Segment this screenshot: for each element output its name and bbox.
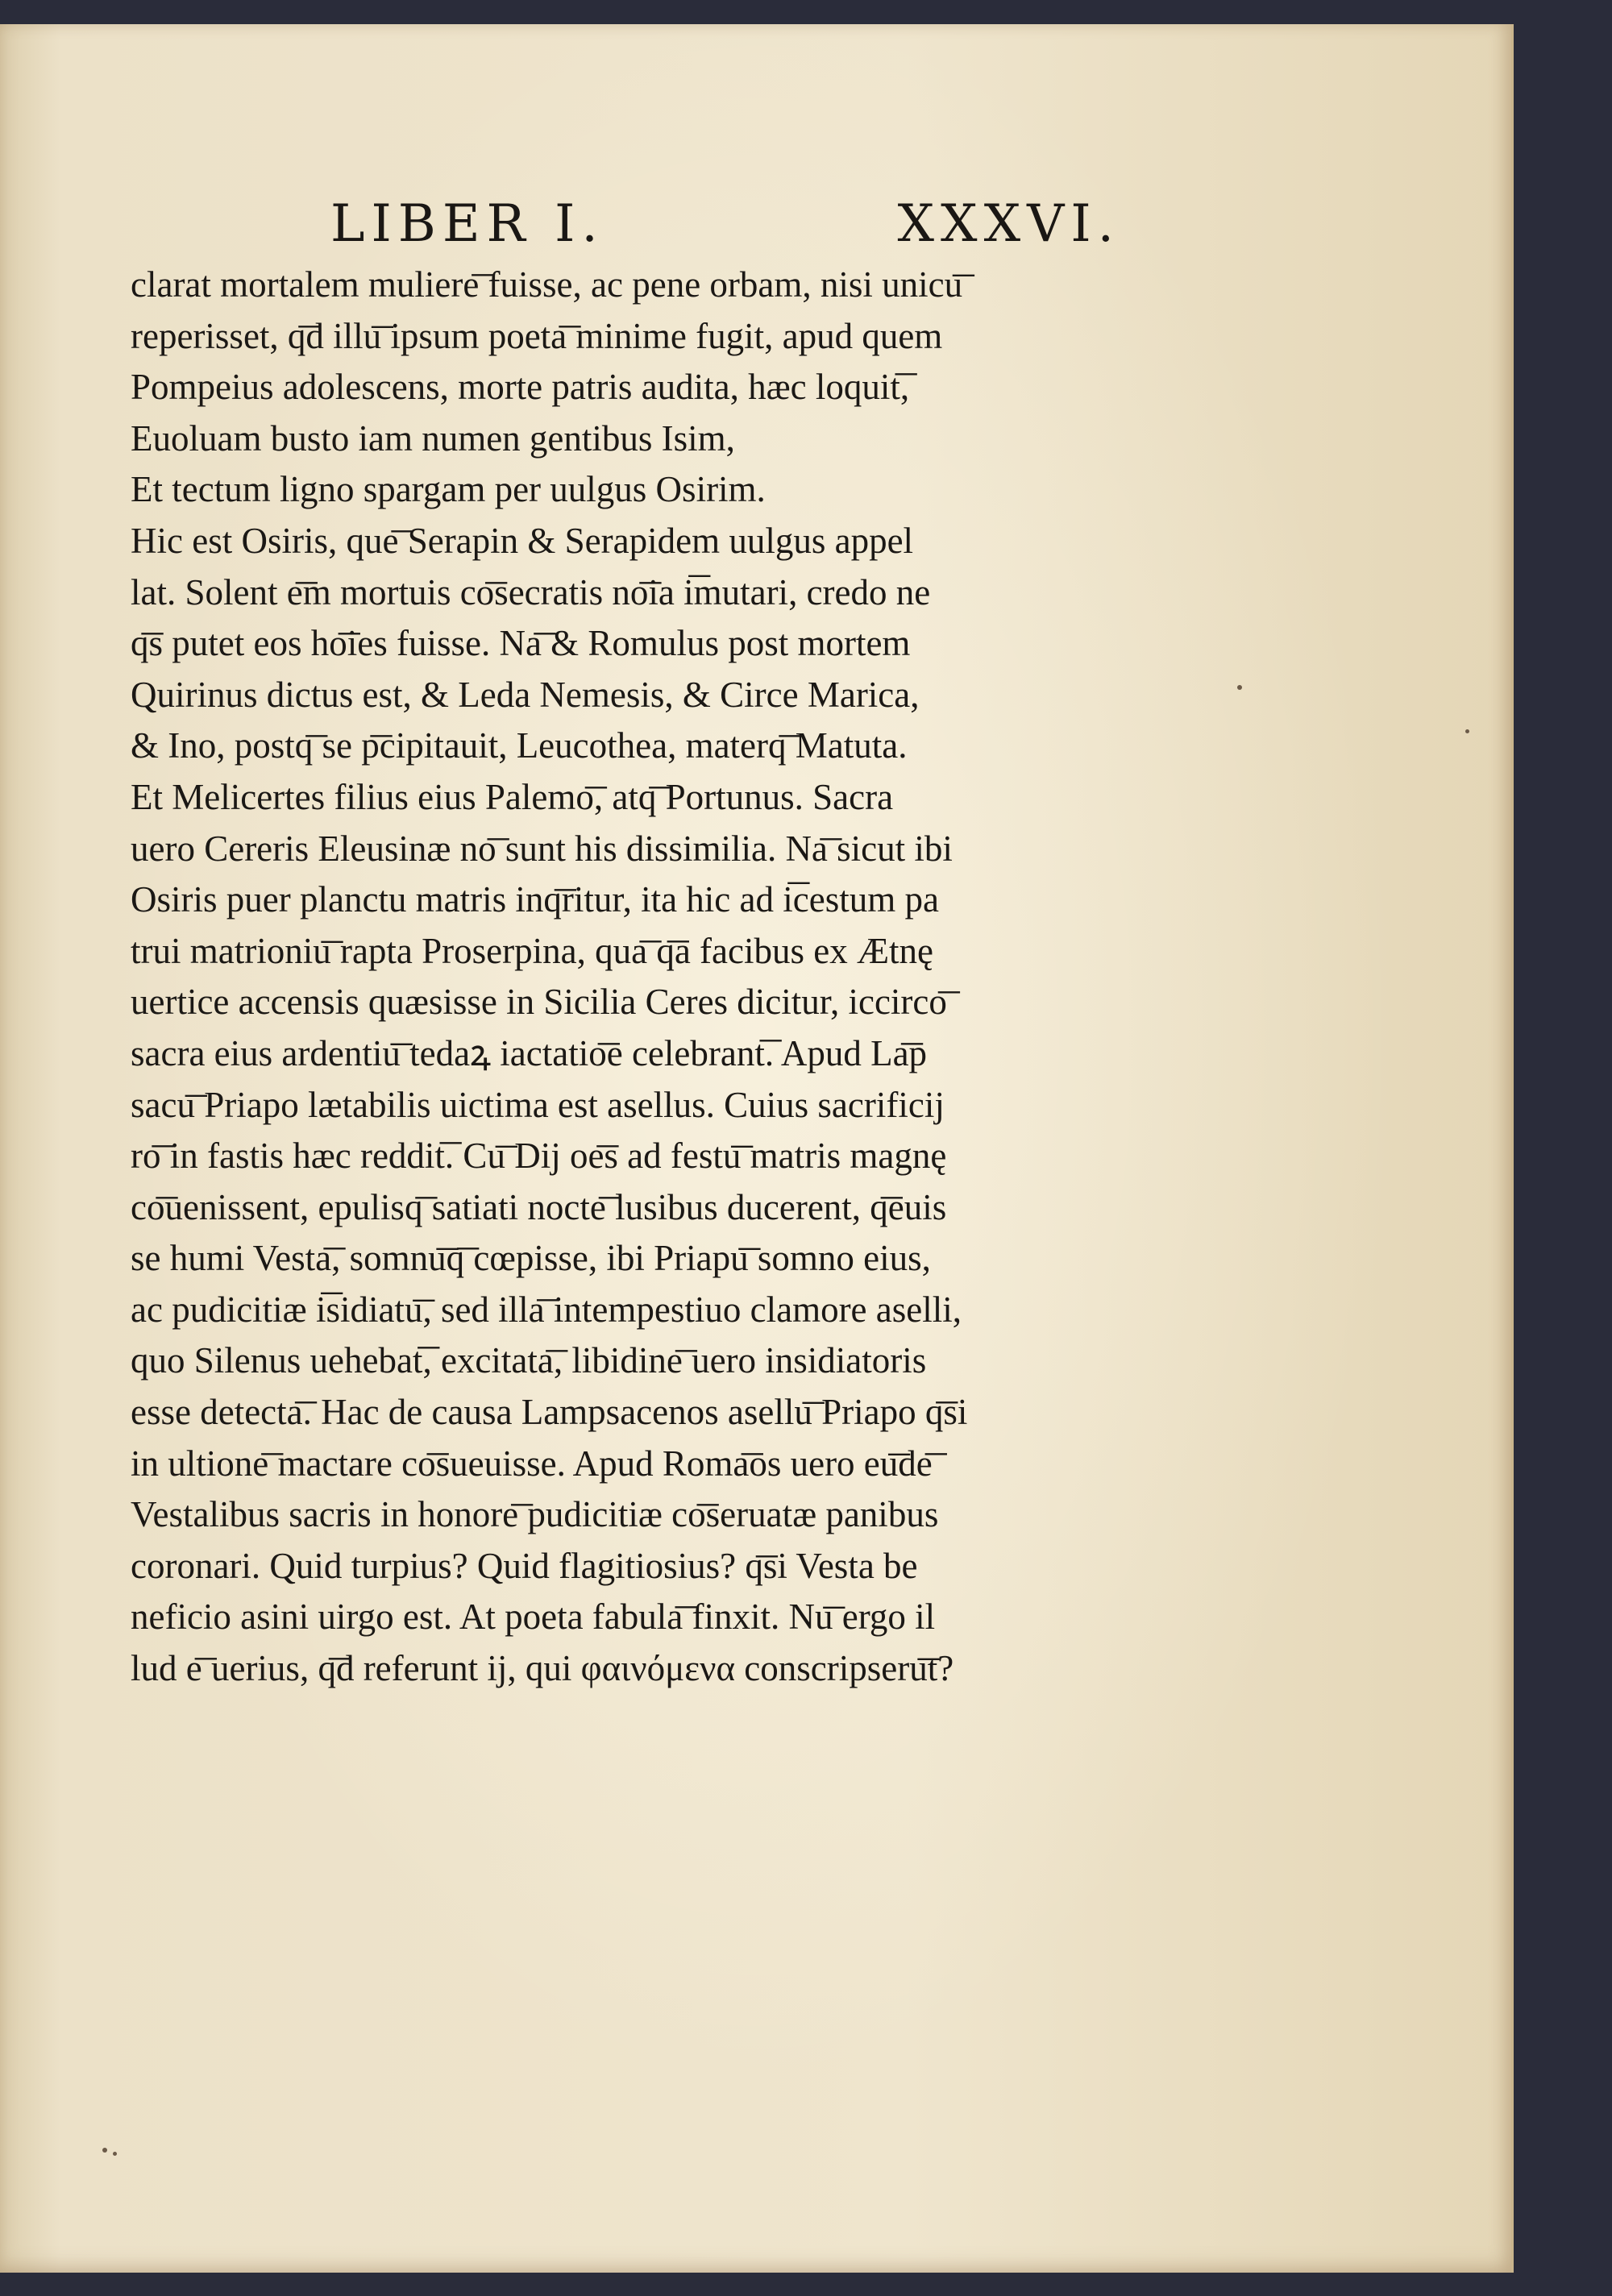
text-line: neficio asini uirgo est. At poeta fabula͞ finxit. Nu͞ ergo il [131,1596,936,1638]
text-line: co͞uenissent, epulisq͞ satiati nocte͞ lusibus ducerent, q͞euis [131,1186,947,1227]
text-line: lud e͞ uerius, q͞d referunt ij, qui φαινόμενα conscripseru͞t? [131,1648,954,1689]
text-line: lat. Solent e͞m mortuis co͞secratis no͞ia i͞mutari, credo ne [131,571,931,612]
text-line: uero Cereris Eleusinæ no͞ sunt his dissimilia. Na͞ sicut ibi [131,828,953,869]
text-line: sacra eius ardentiu͞ tedaꝝ iactatio͞e celebrant͞. Apud La͞p [131,1032,928,1073]
text-line: Vestalibus sacris in honore͞ pudicitiæ co͞seruatæ panibus [131,1494,939,1535]
text-line: Pompeius adolescens, morte patris audita, hæc loquit͞, [131,367,910,408]
running-head [330,192,1120,256]
text-line: & Ino, postq͞ se p͞cipitauit, Leucothea, materq͞ Matuta. [131,725,908,766]
text-line: Et tectum ligno spargam per uulgus Osirim. [131,469,766,510]
folio-number: XXXVI. [897,194,1120,254]
text-line: reperisset, q͞d illu͞ ipsum poeta͞ minime fugit, apud quem [131,315,943,356]
text-line: se humi Vesta͞, somnu͞q͞ cœpisse, ibi Priapu͞ somno eius, [131,1238,931,1279]
ink-speck [113,2152,117,2156]
text-line: Hic est Osiris, que͞ Serapin & Serapidem uulgus appel [131,520,914,561]
text-line: q͞s putet eos ho͞ies fuisse. Na͞ & Romulus post mortem [131,623,911,664]
text-line: uertice accensis quæsisse in Sicilia Ceres dicitur, iccirco͞ [131,982,947,1023]
text-line: Et Melicertes filius eius Palemo͞, atq͞ Portunus. Sacra [131,776,894,817]
text-line: esse detecta͞. Hac de causa Lampsacenos asellu͞ Priapo q͞si [131,1392,968,1433]
text-line: clarat mortalem muliere͞ fuisse, ac pene orbam, nisi unicu͞ [131,264,963,305]
text-line: ac pudicitiæ i͞sidiatu͞, sed illa͞ intempestiuo clamore aselli, [131,1289,962,1330]
ink-speck [102,2148,107,2153]
text-line: coronari. Quid turpius? Quid flagitiosius? q͞si Vesta be [131,1545,918,1586]
text-line: Osiris puer planctu matris inq͞ritur, ita hic ad i͞cestum pa [131,879,939,920]
book-number: LIBER I. [330,194,604,254]
text-line: in ultione͞ mactare co͞sueuisse. Apud Roma͞os uero eu͞de͞ [131,1443,933,1484]
text-line: quo Silenus uehebat͞, excitata͞, libidine͞ uero insidiatoris [131,1340,927,1381]
text-line: ro͞ in fastis hæc reddit͞. Cu͞ Dij oe͞s ad festu͞ matris magnę [131,1136,947,1177]
text-line: Euoluam busto iam numen gentibus Isim, [131,417,735,459]
text-line: sacu͞ Priapo lætabilis uictima est asellus. Cuius sacrificij [131,1084,945,1125]
text-line: trui matrioniu͞ rapta Proserpina, qua͞ q͞a facibus ex Ætnę [131,930,933,971]
text-line: Quirinus dictus est, & Leda Nemesis, & Circe Marica, [131,674,920,715]
ink-speck [1465,729,1469,733]
text-block [131,259,1146,1695]
ink-speck [1237,685,1242,690]
